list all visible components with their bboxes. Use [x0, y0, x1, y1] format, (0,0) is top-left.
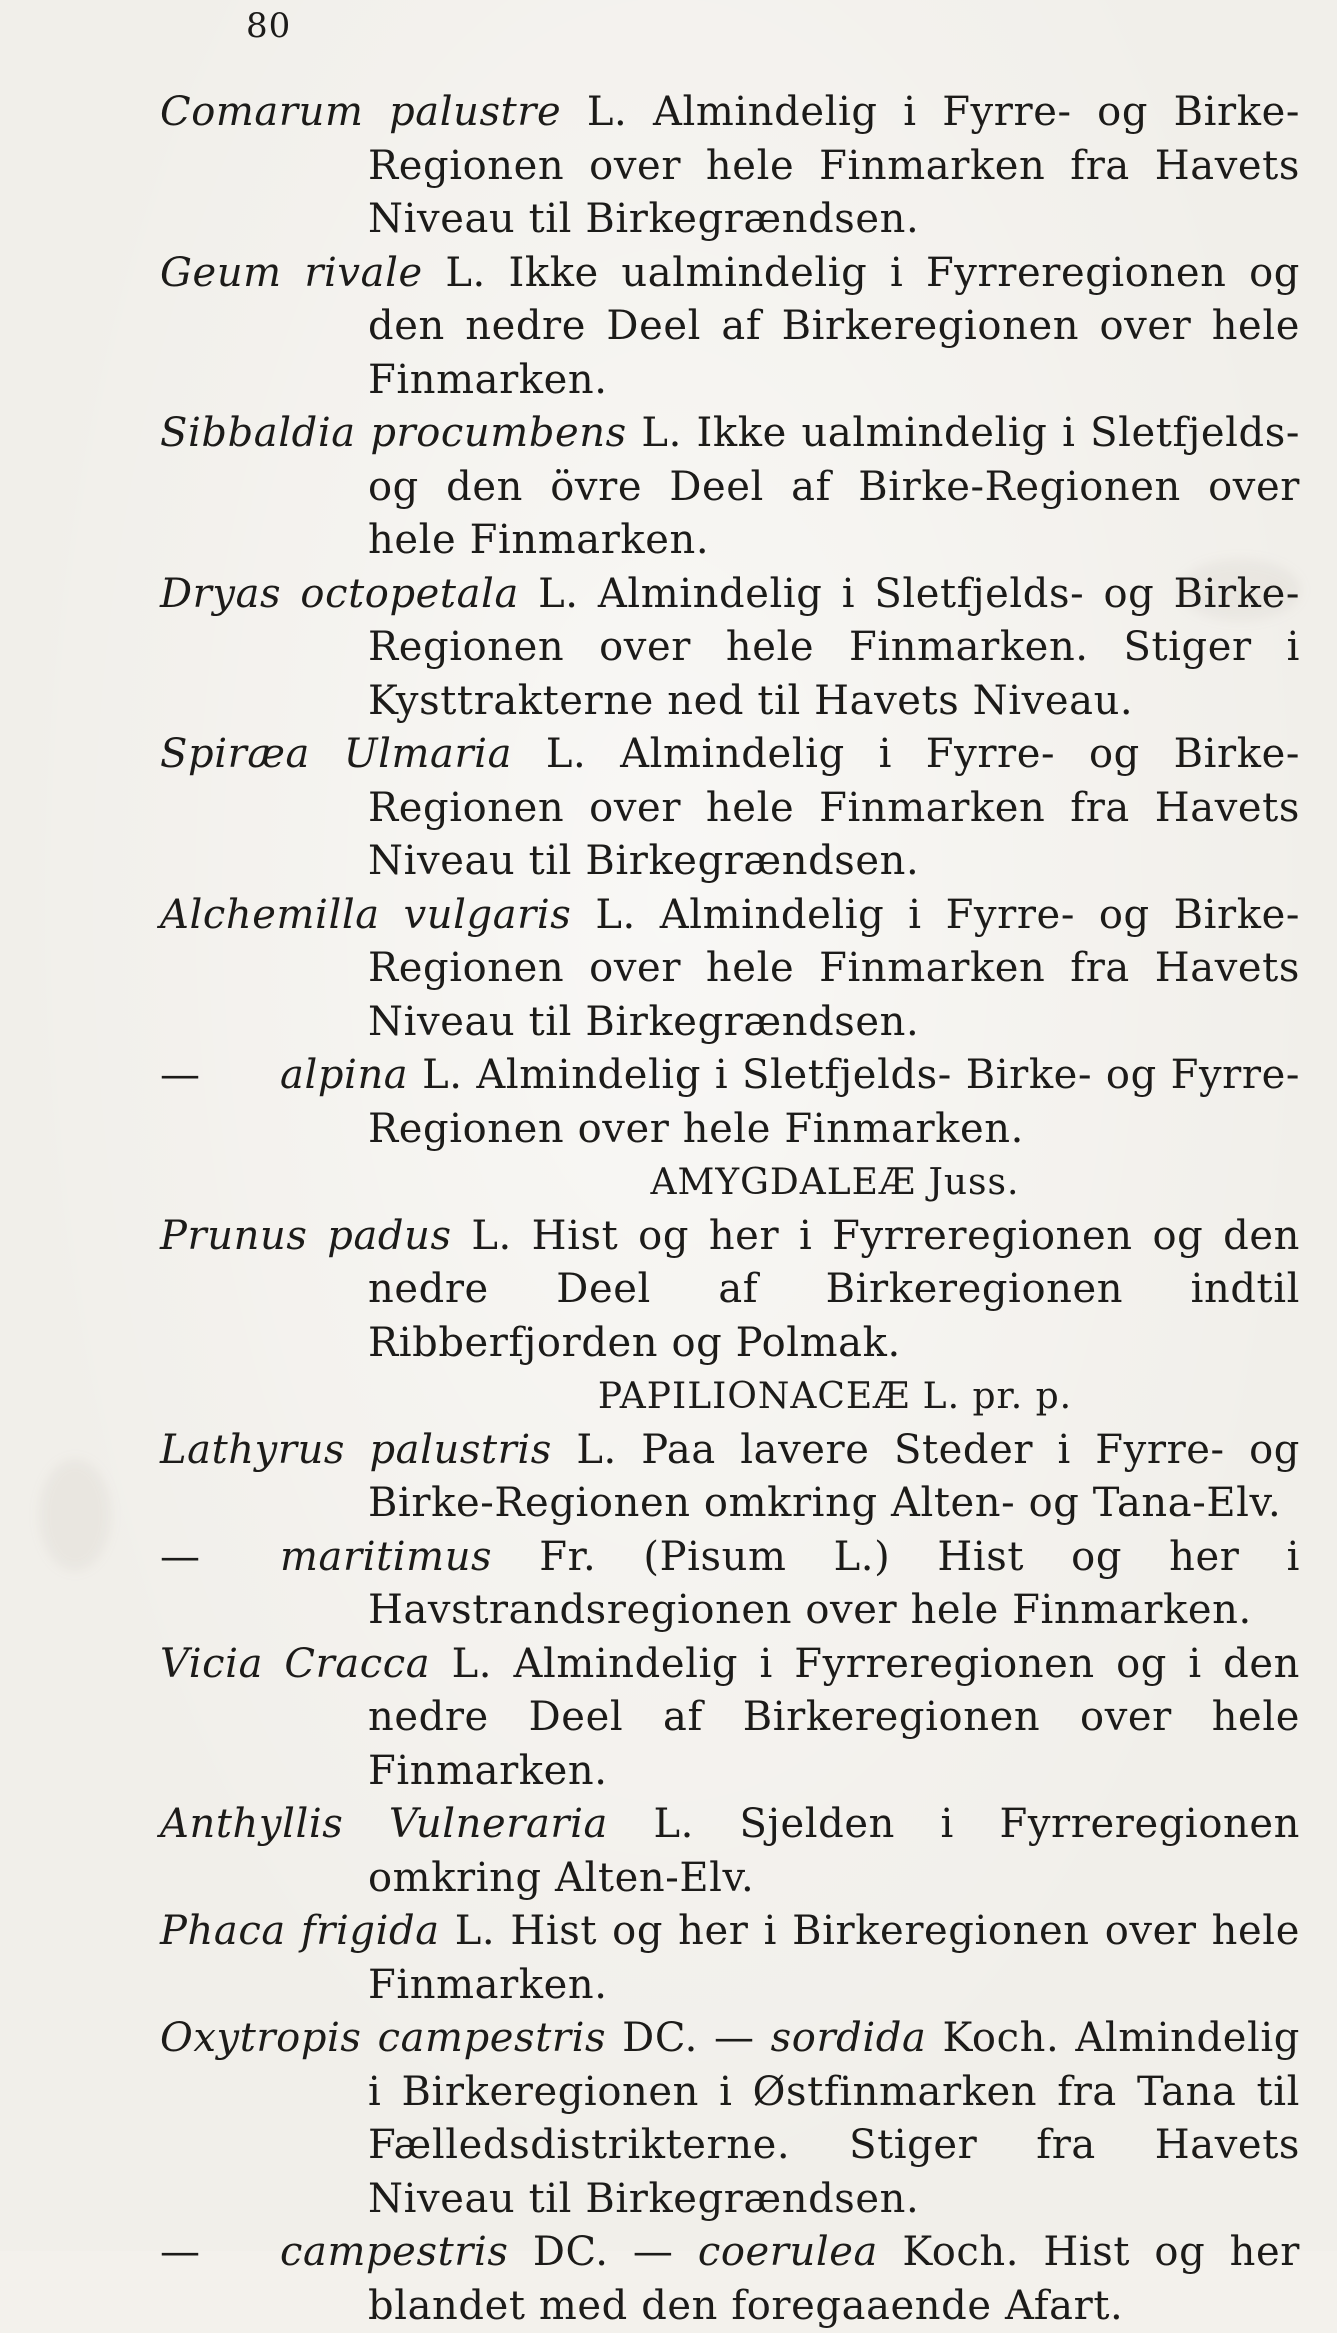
species-description: Almindelig i Birkeregionen i Østfinmarken fra Tana til Fælledsdistrikterne. Stiger fra Havets Niveau til Birkegrændsen.	[368, 2015, 1300, 2222]
species-description: Hist og her i Birkeregionen over hele Finmarken.	[368, 1908, 1300, 2008]
species-name: campestris	[280, 2229, 509, 2275]
species-description: Hist og her blandet med den foregaaende Afart.	[368, 2229, 1300, 2329]
species-author: L.	[586, 89, 628, 135]
species-name: Dryas octopetala	[160, 570, 519, 617]
species-author: L.	[454, 1908, 496, 1954]
species-name: Spiræa Ulmaria	[160, 731, 513, 777]
species-entry	[160, 86, 1300, 247]
species-author: DC. —	[532, 2229, 698, 2275]
species-entry	[160, 1424, 1300, 1531]
species-author: L.	[538, 570, 579, 617]
species-author: L.	[422, 1052, 463, 1098]
species-author: L.	[576, 1426, 617, 1473]
species-entry	[160, 568, 1300, 729]
species-description: Almindelig i Fyrre- og Birke-Regionen over hele Finmarken fra Havets Niveau til Birkegrændsen.	[368, 89, 1300, 242]
species-description: Almindelig i Fyrre- og Birke-Regionen over hele Finmarken fra Havets Niveau til Birkegrændsen.	[368, 891, 1300, 1045]
species-author: DC. —	[622, 2015, 771, 2061]
species-author: Fr.	[539, 1533, 597, 1580]
species-entry	[160, 407, 1300, 568]
page-number: 80	[246, 6, 292, 46]
species-name: Comarum palustre	[160, 89, 562, 135]
species-description: Ikke ualmindelig i Fyrreregionen og den nedre Deel af Birkeregionen over hele Finmarken.	[368, 249, 1300, 403]
variety-name: coerulea	[697, 2229, 878, 2275]
variety-entry	[160, 1531, 1300, 1638]
family-heading: PAPILIONACEÆ L. pr. p.	[597, 1376, 1073, 1417]
variety-entry	[160, 2226, 1300, 2333]
species-name: Lathyrus palustris	[160, 1426, 552, 1473]
species-entry	[160, 247, 1300, 408]
species-entry	[160, 889, 1300, 1050]
species-name: Geum rivale	[160, 249, 423, 296]
species-description: Sjelden i Fyrreregionen omkring Alten-Elv.	[368, 1801, 1300, 1901]
variety-name: sordida	[770, 2015, 927, 2061]
variety-entry	[160, 1049, 1300, 1156]
species-author: L.	[641, 410, 682, 456]
species-name: Alchemilla vulgaris	[160, 891, 572, 938]
species-name: Sibbaldia procumbens	[160, 410, 627, 456]
species-entry	[160, 1905, 1300, 2012]
family-heading: AMYGDALEÆ Juss.	[650, 1162, 1020, 1203]
species-entry	[160, 728, 1300, 889]
species-author: L.	[445, 249, 486, 296]
species-entry	[160, 2012, 1300, 2226]
species-name: Oxytropis campestris	[160, 2015, 607, 2061]
variety-author: Koch.	[942, 2015, 1060, 2061]
species-author: L.	[653, 1801, 694, 1847]
species-description: Hist og her i Fyrreregionen og den nedre Deel af Birkeregionen indtil Ribberfjorden og Polmak.	[368, 1212, 1300, 1366]
species-name: Phaca frigida	[160, 1908, 440, 1954]
species-author: L.	[451, 1640, 493, 1687]
species-name: alpina	[280, 1052, 409, 1098]
species-entry	[160, 1638, 1300, 1799]
ditto-dash: —	[160, 2229, 201, 2275]
species-description: Almindelig i Sletfjelds- og Birke-Regionen over hele Finmarken. Stiger i Kysttrakterne ned til Havets Niveau.	[368, 570, 1300, 724]
species-name: maritimus	[280, 1533, 493, 1580]
species-author: L.	[595, 891, 636, 938]
species-author: L.	[471, 1212, 512, 1259]
species-name: Vicia Cracca	[160, 1640, 431, 1687]
variety-author: Koch.	[902, 2229, 1020, 2275]
species-list	[160, 86, 1300, 2333]
species-description: Almindelig i Fyrreregionen og i den nedre Deel af Birkeregionen over hele Finmarken.	[368, 1640, 1300, 1794]
species-entry	[160, 1798, 1300, 1905]
species-description: Almindelig i Fyrre- og Birke-Regionen over hele Finmarken fra Havets Niveau til Birkegrændsen.	[368, 731, 1300, 884]
species-description: (Pisum L.) Hist og her i Havstrandsregionen over hele Finmarken.	[368, 1533, 1301, 1633]
ditto-dash: —	[160, 1052, 201, 1098]
paper-stain	[40, 1460, 110, 1570]
species-description: Paa lavere Steder i Fyrre- og Birke-Regionen omkring Alten- og Tana-Elv.	[368, 1426, 1300, 1526]
species-author: L.	[545, 731, 587, 777]
species-description: Almindelig i Sletfjelds- Birke- og Fyrre-Regionen over hele Finmarken.	[368, 1052, 1300, 1152]
species-entry	[160, 1210, 1300, 1371]
species-name: Anthyllis Vulneraria	[160, 1801, 608, 1847]
ditto-dash: —	[160, 1533, 201, 1580]
species-description: Ikke ualmindelig i Sletfjelds- og den övre Deel af Birke-Regionen over hele Finmarken.	[368, 410, 1300, 563]
species-name: Prunus padus	[160, 1212, 452, 1259]
